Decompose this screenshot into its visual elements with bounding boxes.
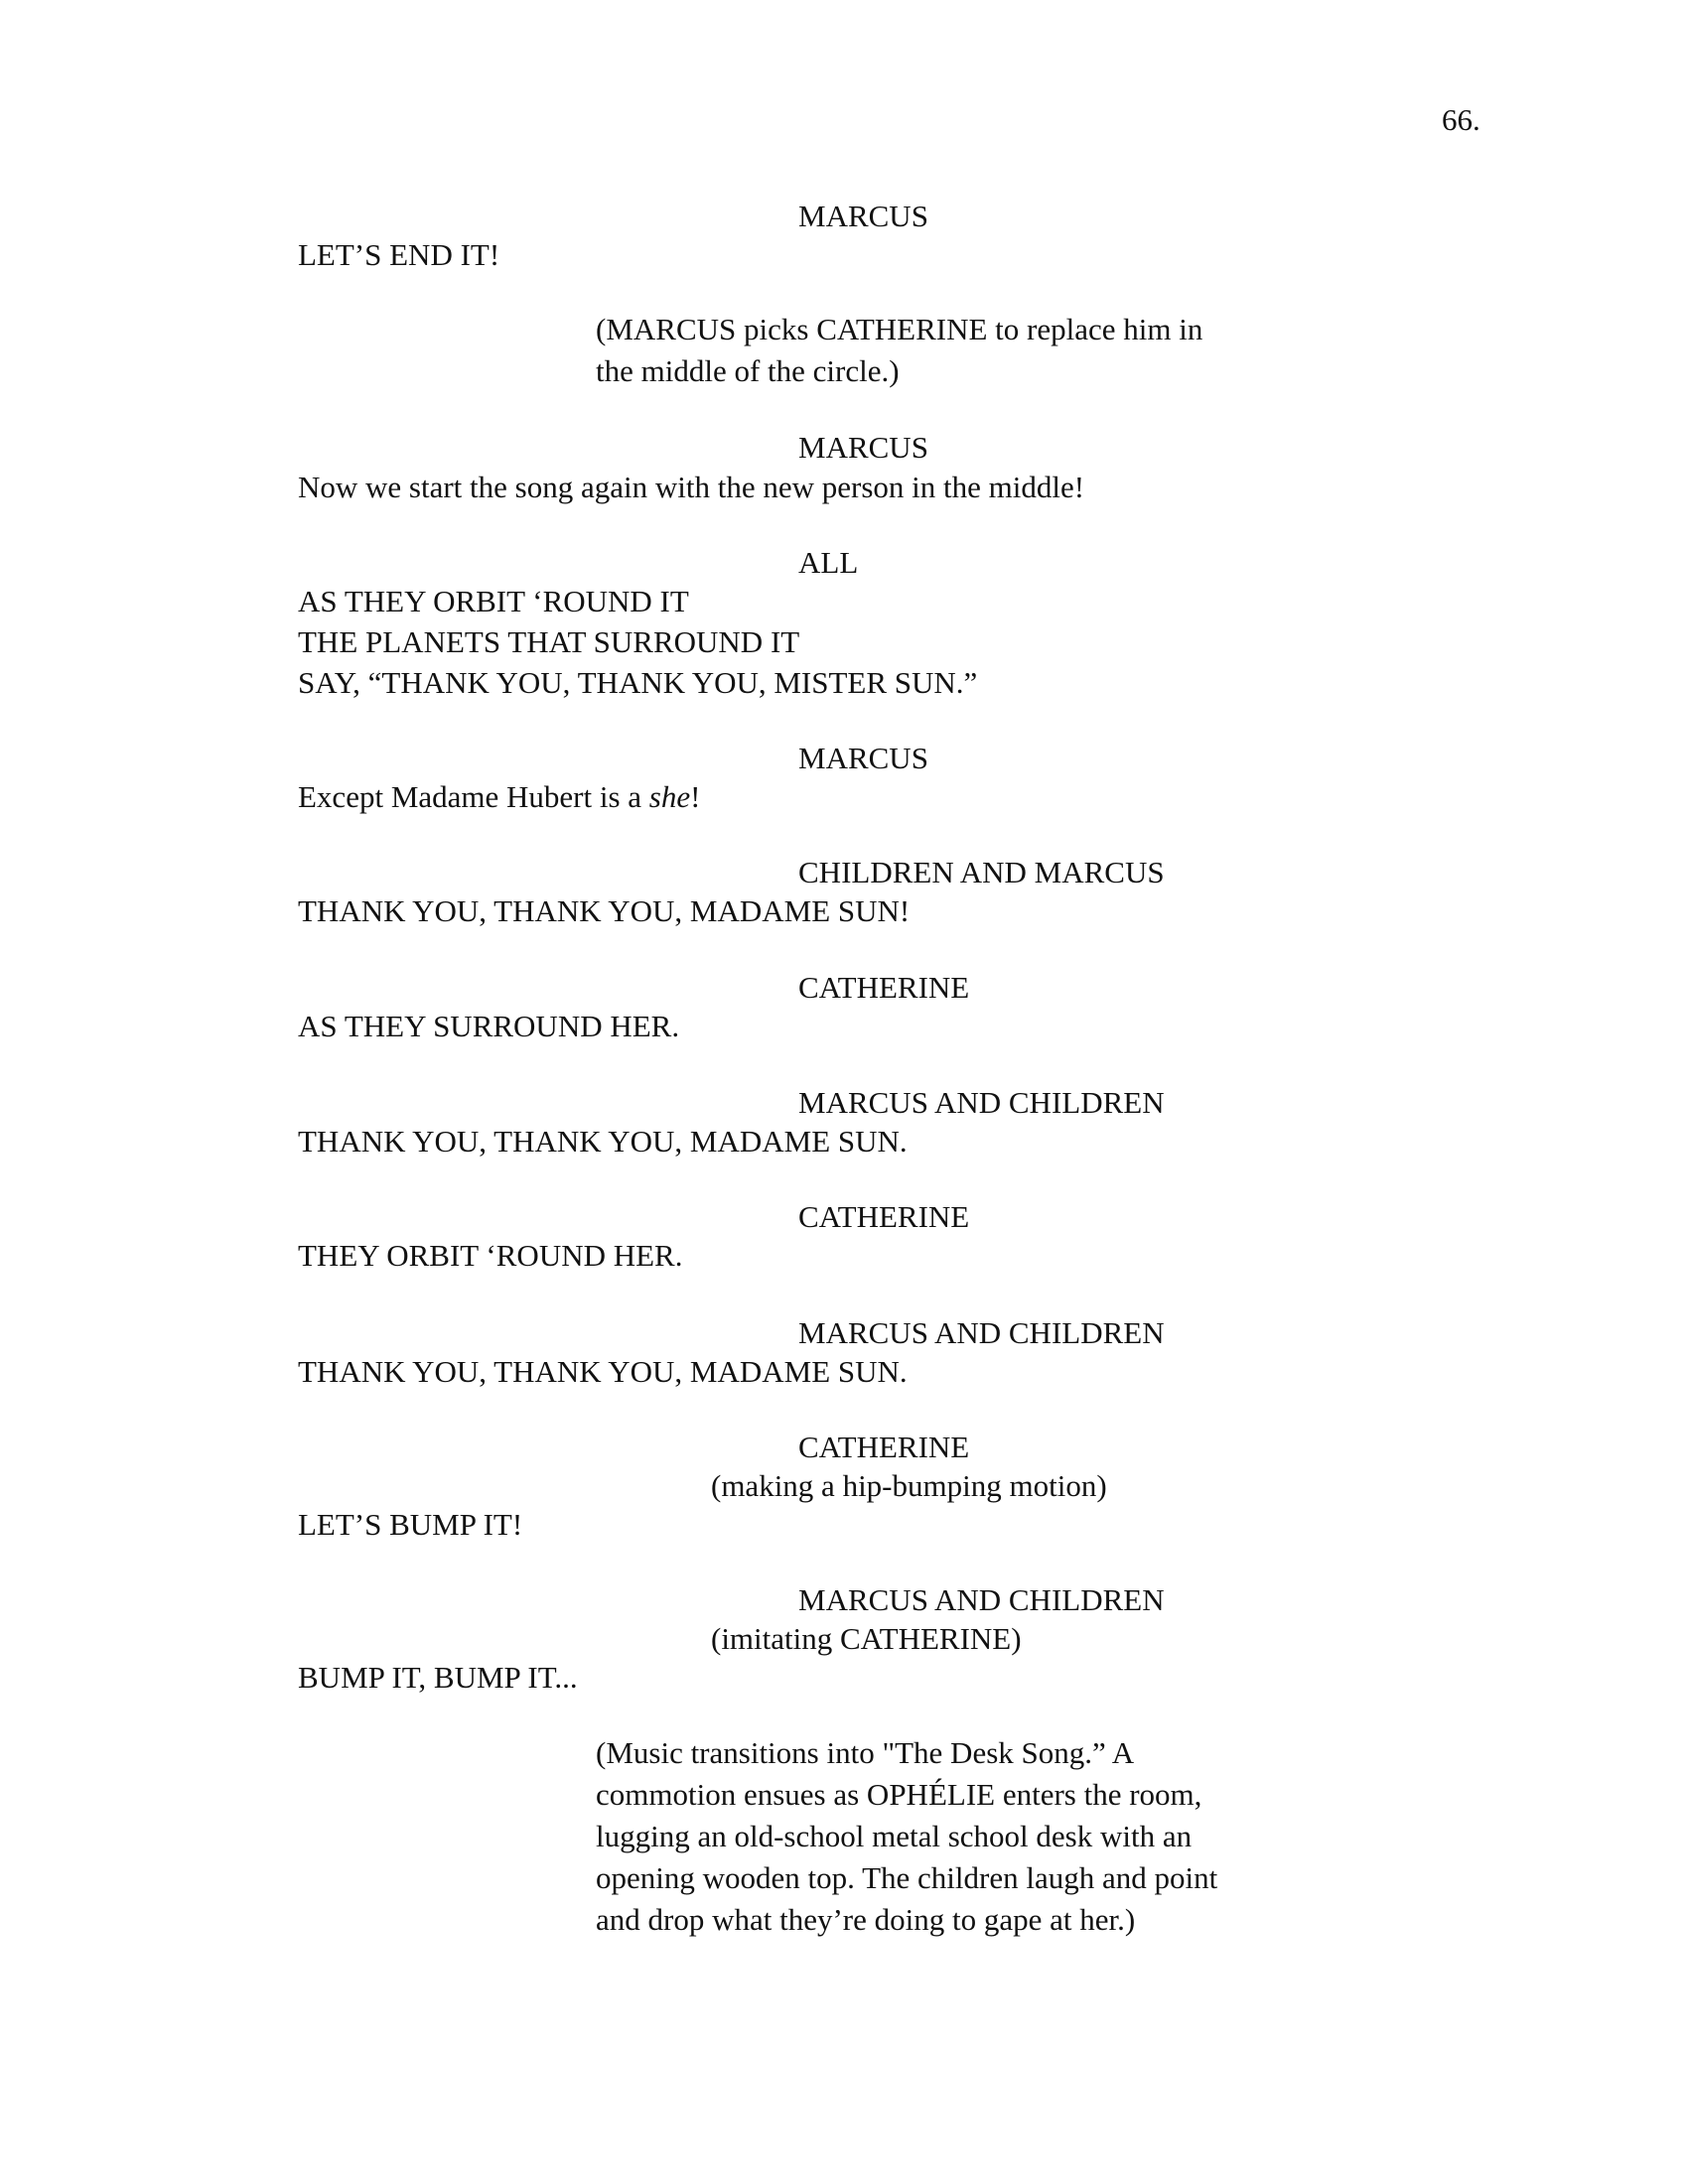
stage-direction-line: lugging an old-school metal school desk with an: [596, 1819, 1193, 1853]
character-name: CATHERINE: [798, 970, 970, 1005]
dialogue-text: Except Madame Hubert is a: [298, 779, 649, 814]
character-name: CHILDREN AND MARCUS: [798, 855, 1165, 889]
character-name: MARCUS AND CHILDREN: [798, 1582, 1165, 1617]
lyric-line: SAY, “THANK YOU, THANK YOU, MISTER SUN.”: [298, 665, 978, 700]
stage-direction-line: and drop what they’re doing to gape at her.): [596, 1902, 1136, 1937]
dialogue-line: AS THEY SURROUND HER.: [298, 1009, 680, 1043]
character-name: MARCUS: [798, 199, 928, 233]
dialogue-line: THANK YOU, THANK YOU, MADAME SUN!: [298, 893, 911, 928]
character-name: MARCUS: [798, 430, 928, 465]
character-name: MARCUS AND CHILDREN: [798, 1085, 1165, 1120]
stage-direction: [596, 1732, 1311, 1941]
stage-direction: [596, 309, 1311, 392]
character-name: MARCUS: [798, 741, 928, 775]
lyric-line: THE PLANETS THAT SURROUND IT: [298, 624, 800, 659]
dialogue-line: THANK YOU, THANK YOU, MADAME SUN.: [298, 1354, 908, 1389]
dialogue-line: THEY ORBIT ‘ROUND HER.: [298, 1238, 683, 1273]
dialogue-line: THANK YOU, THANK YOU, MADAME SUN.: [298, 1124, 908, 1159]
lyric-line: AS THEY ORBIT ‘ROUND IT: [298, 584, 689, 618]
character-name: MARCUS AND CHILDREN: [798, 1315, 1165, 1350]
dialogue-line: LET’S END IT!: [298, 237, 500, 272]
dialogue-line: Now we start the song again with the new person in the middle!: [298, 470, 1085, 504]
dialogue-line: BUMP IT, BUMP IT...: [298, 1660, 578, 1695]
stage-direction-line: commotion ensues as OPHÉLIE enters the room,: [596, 1777, 1202, 1812]
dialogue-text: !: [690, 779, 701, 814]
character-name: ALL: [798, 545, 859, 580]
character-name: CATHERINE: [798, 1430, 970, 1464]
page-number: 66.: [1442, 102, 1480, 137]
dialogue-line: [298, 776, 700, 818]
dialogue-emphasis: she: [648, 779, 691, 814]
dialogue-line: LET’S BUMP IT!: [298, 1507, 523, 1542]
stage-direction-line: (MARCUS picks CATHERINE to replace him in: [596, 312, 1203, 346]
stage-direction-line: the middle of the circle.): [596, 353, 900, 388]
stage-direction-line: (Music transitions into "The Desk Song.” A: [596, 1735, 1135, 1770]
parenthetical: (imitating CATHERINE): [711, 1621, 1022, 1656]
parenthetical: (making a hip-bumping motion): [711, 1468, 1107, 1503]
stage-direction-line: opening wooden top. The children laugh and point: [596, 1860, 1218, 1895]
character-name: CATHERINE: [798, 1199, 970, 1234]
